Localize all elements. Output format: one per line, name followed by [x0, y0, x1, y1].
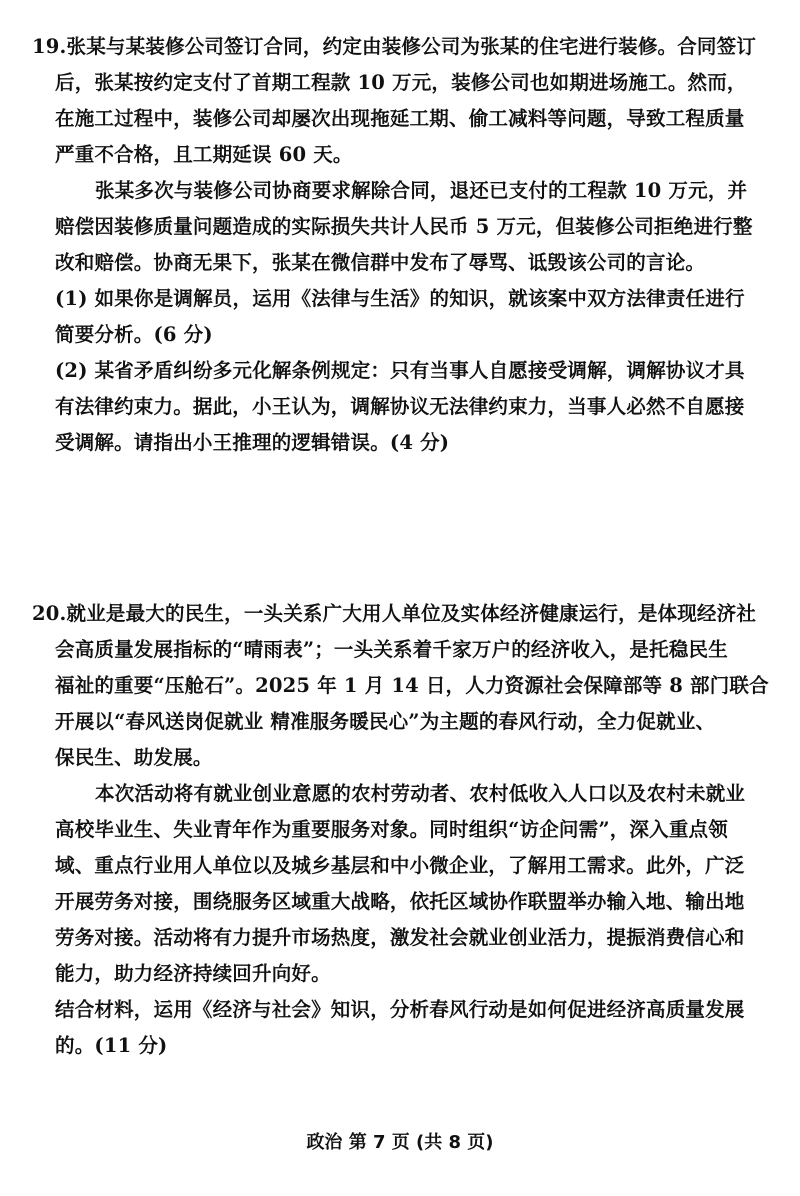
- q20-line: 劳务对接。活动将有力提升市场热度，激发社会就业创业活力，提振消费信心和: [55, 926, 745, 949]
- q20-prompt: 结合材料，运用《经济与社会》知识，分析春风行动是如何促进经济高质量发展: [55, 998, 745, 1021]
- q19-line: 严重不合格，且工期延误 60 天。: [55, 143, 353, 166]
- q20-line: 20.就业是最大的民生，一头关系广大用人单位及实体经济健康运行，是体现经济社: [32, 602, 757, 625]
- q20-line: 域、重点行业用人单位以及城乡基层和中小微企业，了解用工需求。此外，广泛: [55, 854, 745, 877]
- q19-line: 有法律约束力。据此，小王认为，调解协议无法律约束力，当事人必然不自愿接: [55, 395, 745, 418]
- q19-line: 张某多次与装修公司协商要求解除合同，退还已支付的工程款 10 万元，并: [95, 179, 748, 202]
- q20-line: 开展劳务对接，围绕服务区域重大战略，依托区域协作联盟举办输入地、输出地: [55, 890, 745, 913]
- q19-line: 简要分析。(6 分): [55, 323, 213, 346]
- q20-line: 的。(11 分): [55, 1034, 168, 1057]
- q19-line: 赔偿因装修质量问题造成的实际损失共计人民币 5 万元，但装修公司拒绝进行整: [55, 215, 753, 238]
- q19-subquestion-2: (2) 某省矛盾纠纷多元化解条例规定：只有当事人自愿接受调解，调解协议才具: [55, 359, 745, 382]
- q20-line: 会高质量发展指标的“晴雨表”；一头关系着千家万户的经济收入，是托稳民生: [55, 638, 728, 661]
- q20-line: 本次活动将有就业创业意愿的农村劳动者、农村低收入人口以及农村未就业: [95, 782, 746, 805]
- q20-line: 能力，助力经济持续回升向好。: [55, 962, 331, 985]
- q19-line: 改和赔偿。协商无果下，张某在微信群中发布了辱骂、诋毁该公司的言论。: [55, 251, 706, 274]
- page-footer: 政治 第 7 页 (共 8 页): [306, 1132, 494, 1153]
- q20-line: 保民生、助发展。: [55, 746, 213, 769]
- q19-line: 19.张某与某装修公司签订合同，约定由装修公司为张某的住宅进行装修。合同签订: [32, 35, 757, 58]
- q20-line: 福祉的重要“压舱石”。2025 年 1 月 14 日，人力资源社会保障部等 8 部门联合: [55, 674, 769, 697]
- q20-line: 高校毕业生、失业青年作为重要服务对象。同时组织“访企问需”，深入重点领: [55, 818, 728, 841]
- q20-line: 开展以“春风送岗促就业 精准服务暖民心”为主题的春风行动，全力促就业、: [55, 710, 716, 733]
- q19-subquestion-1: (1) 如果你是调解员，运用《法律与生活》的知识，就该案中双方法律责任进行: [55, 287, 745, 310]
- q19-line: 受调解。请指出小王推理的逻辑错误。(4 分): [55, 431, 450, 454]
- q19-line: 后，张某按约定支付了首期工程款 10 万元，装修公司也如期进场施工。然而，: [55, 71, 747, 94]
- q19-line: 在施工过程中，装修公司却屡次出现拖延工期、偷工减料等问题，导致工程质量: [55, 107, 745, 130]
